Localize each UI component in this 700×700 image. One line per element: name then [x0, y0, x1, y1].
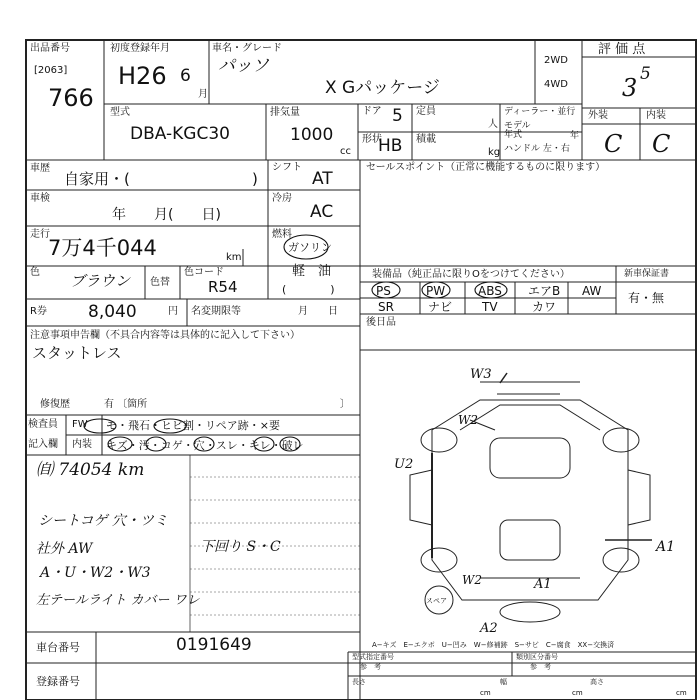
handle-label: ハンドル 左・右 [504, 144, 570, 154]
repair-value: 有 〔箇所 [104, 399, 148, 410]
first-reg-label: 初度登録年月 [110, 43, 170, 54]
car-name: パッソ [218, 56, 269, 76]
mileage-label: 走行 [30, 229, 50, 240]
notes-value: スタットレス [32, 344, 122, 362]
sales-point-label: セールスポイント（正常に機能するものに限ります） [366, 162, 606, 173]
spare-label: スペア [426, 597, 447, 605]
cc-unit: cc [340, 146, 351, 157]
displacement-label: 排気量 [270, 107, 300, 118]
warranty-value: 有・無 [628, 291, 665, 305]
equip-pw: PW [426, 284, 446, 298]
interior-grade: C [652, 130, 671, 158]
mileage-value: 7万4千044 [48, 236, 157, 260]
mark-a2: A2 [480, 621, 498, 636]
ac-value: AC [310, 202, 334, 222]
mark-w2-top: W2 [458, 413, 478, 427]
lot-no-label: 出品番号 [30, 43, 70, 54]
equip-abs: ABS [478, 284, 502, 298]
repair-close: 〕 [340, 399, 350, 410]
month-unit: 月 [198, 89, 208, 100]
repair-label: 修復歴 [40, 399, 70, 410]
tax-label: 名変期限等 [191, 306, 241, 317]
hw-note-4: 左テールライト カバー ワレ [36, 593, 200, 608]
fuel-gasoline: ガソリン [288, 241, 332, 254]
recycle-label: R券 [30, 306, 47, 317]
fw-label: FW [72, 419, 88, 430]
type-designation-label: 型式指定番号 [352, 653, 394, 661]
width-cm: cm [572, 689, 583, 697]
equip-tv: TV [482, 300, 498, 314]
new-warranty-label: 新車保証書 [624, 269, 670, 279]
interior-check-items: キズ・汚・コゲ・穴・スレ・キレ・破レ [106, 439, 304, 452]
fw-check-items: モ・飛石・ヒビ割・リペア跡・×要 [106, 419, 280, 432]
notes-label: 注意事項申告欄（不具合内容等は具体的に記入して下さい） [30, 330, 300, 341]
color-label: 色 [30, 267, 40, 278]
height-cm: cm [676, 689, 687, 697]
damage-legend: A−キズ E−エクボ U−凹み W−修補跡 S−サビ C−腐食 XX−交換済 [372, 641, 615, 649]
mark-u2: U2 [394, 457, 414, 472]
mark-w3: W3 [470, 367, 492, 382]
score-main: 3 [622, 74, 638, 102]
interior-label: 内装 [646, 110, 666, 121]
inspection-label: 車検 [30, 193, 50, 204]
hw-note-1: シートコゲ 穴・ツミ [38, 513, 168, 529]
ac-label: 冷房 [272, 193, 292, 204]
doors: 5 [392, 106, 403, 126]
drive-4wd: 4WD [544, 79, 568, 90]
capacity-label: 定員 [416, 106, 436, 117]
mark-a1-right: A1 [656, 539, 676, 555]
kg-unit: kg [488, 147, 501, 158]
entry-label: 記入欄 [28, 439, 58, 450]
car-diagram [410, 373, 652, 622]
length-cm: cm [480, 689, 491, 697]
chassis-number: 0191649 [176, 635, 252, 655]
year-unit: 年 [570, 131, 580, 141]
persons-unit: 人 [488, 119, 498, 130]
color-change-label: 色替 [150, 277, 170, 288]
interior-check-label: 内装 [72, 439, 92, 450]
height-label: 高さ [590, 678, 604, 686]
score-sup: 5 [640, 64, 651, 84]
after-items-label: 後日品 [366, 317, 396, 328]
fuel-label: 燃料 [272, 229, 292, 240]
equipment-label: 装備品（純正品に限りOをつけてください） [372, 269, 570, 280]
door-label: ドア [362, 106, 382, 117]
recycle-unit: 円 [168, 306, 178, 317]
recycle-value: 8,040 [88, 302, 137, 322]
history-close: ) [252, 170, 258, 188]
width-label: 幅 [500, 678, 507, 686]
history-value: 自家用・( [64, 170, 130, 188]
chassis-label: 車台番号 [36, 641, 80, 654]
body-label: 形状 [362, 134, 382, 145]
displacement: 1000 [290, 125, 334, 145]
color-code: R54 [208, 278, 238, 296]
model-year-label: モデル 年式 [504, 121, 531, 141]
equip-leather: カワ [532, 300, 557, 314]
first-reg-year: H26 [118, 62, 167, 90]
equip-aw: AW [582, 284, 602, 298]
dealer-label: ディーラー・並行 [504, 107, 576, 117]
tax-value: 月 日 [298, 306, 338, 317]
drive-2wd: 2WD [544, 55, 568, 66]
hw-note-5: 下回り S・C [200, 539, 281, 555]
car-name-label: 車名・グレード [212, 43, 282, 54]
equip-navi: ナビ [428, 300, 453, 314]
length-label: 長さ [352, 678, 366, 686]
body-type: HB [378, 136, 403, 156]
exterior-label: 外装 [588, 110, 608, 121]
car-grade: X Gパッケージ [325, 78, 440, 98]
inspector-label: 検査員 [28, 419, 58, 430]
inspection-value: 年 月( 日) [112, 207, 221, 223]
hw-note-3: A・U・W2・W3 [40, 565, 151, 581]
history-label: 車歴 [30, 163, 50, 174]
color-code-label: 色コード [184, 267, 224, 278]
load-label: 積載 [416, 134, 436, 145]
hw-mileage-note: ㉂ 74054 km [36, 460, 145, 480]
reference-label-1: 参 考 [360, 663, 381, 671]
equip-airbag: エアB [528, 284, 561, 298]
fuel-paren: ( ) [282, 283, 335, 296]
lot-bracket: [2063] [34, 65, 68, 76]
color-value: ブラウン [70, 272, 131, 290]
shift-label: シフト [272, 162, 302, 173]
exterior-grade: C [604, 130, 623, 158]
shift-value: AT [312, 169, 333, 189]
lot-number: 766 [48, 84, 94, 112]
model-label: 型式 [110, 107, 130, 118]
equip-ps: PS [376, 284, 391, 298]
model-code: DBA-KGC30 [130, 124, 230, 144]
category-no-label: 類別区分番号 [516, 653, 558, 661]
fuel-diesel: 軽 油 [292, 264, 332, 279]
registration-label: 登録番号 [36, 675, 80, 688]
mark-w2-rear: W2 [462, 573, 482, 587]
score-label: 評 価 点 [598, 42, 646, 57]
reference-label-2: 参 考 [530, 663, 551, 671]
mileage-unit: km [226, 252, 242, 263]
first-reg-month: 6 [180, 66, 191, 86]
equip-sr: SR [378, 300, 394, 314]
mark-a1-rear: A1 [534, 577, 552, 592]
hw-note-2: 社外 AW [36, 541, 93, 557]
